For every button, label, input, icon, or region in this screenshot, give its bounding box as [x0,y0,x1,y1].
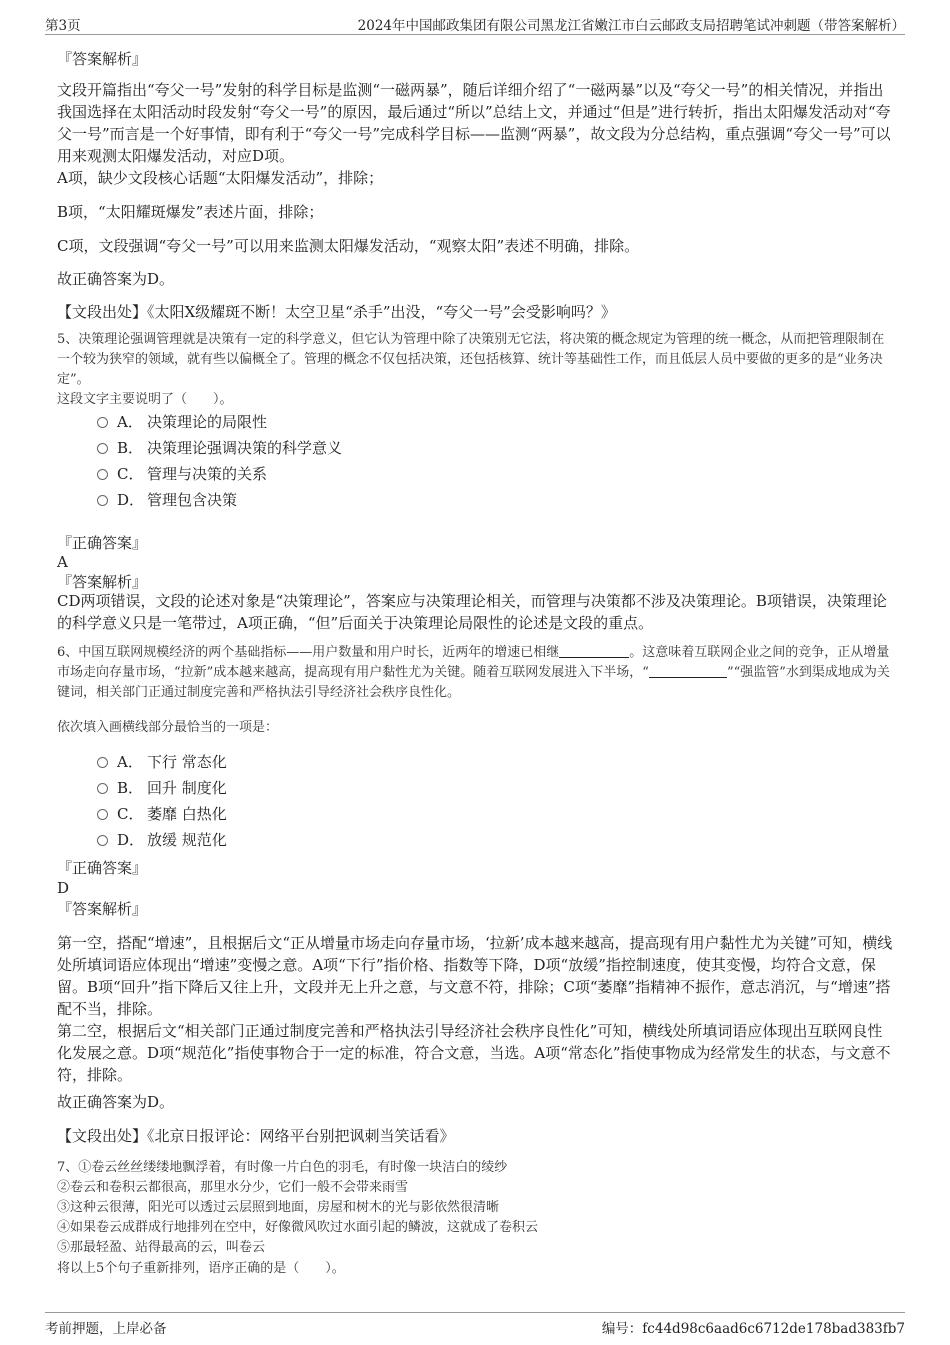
option-key: B． [117,439,144,457]
q4-analysis-option-b: B项，“太阳耀斑爆发”表述片面，排除； [57,203,324,221]
option-key: C． [117,465,144,483]
q5-analysis: CD两项错误，文段的论述对象是“决策理论”，答案应与决策理论相关，而管理与决策都不涉及决策理论。B项错误，决策理论的科学意义只是一笔带过，A项正确，“但”后面关于决策理论局限性的论述是文段的重点。 [57,592,887,632]
footer-slogan: 考前押题，上岸必备 [45,1321,167,1337]
q6-analysis-first: 第一空，搭配“增速”，且根据后文“正从增量市场走向存量市场，‘拉新’成本越来越高，提高现有用户黏性尤为关键”可知，横线处所填词语应体现出“增速”变慢之意。A项“下行”指价格、指数等下降，D项“放缓”指控制速度，使其变慢，均符合文意，保留。B项“回升”指下降后又往上升，文段并无上升之意，与文意不符，排除；C项“萎靡”指精神不振作，意志消沉，与“增速”搭配不当，排除。 [57,934,893,1018]
q6-option-b[interactable] [97,777,227,799]
q5-question: 这段文字主要说明了（ ）。 [57,392,233,407]
q7-question: 将以上5个句子重新排列，语序正确的是（ ）。 [57,1261,345,1276]
option-text: 管理与决策的关系 [147,465,268,483]
q4-analysis-label: 『答案解析』 [57,50,148,68]
option-key: D． [117,831,145,849]
page-number: 第3页 [45,18,81,34]
q6-stem-part2: 。这意味着互联网企业之间的竞争，正从增量市场走向存量市场，“拉新”成本越来越高，提高现有用户黏性尤为关键。随着互联网发展进入下半场，“ [57,645,890,680]
page-header [45,12,905,35]
blank-2 [649,663,727,678]
option-text: 回升 制度化 [147,779,227,797]
q5-answer: A [57,553,68,571]
q4-analysis-paragraph: 文段开篇指出“夸父一号”发射的科学目标是监测“一磁两暴”，随后详细介绍了“一磁两暴”以及“夸父一号”的相关情况，并指出我国选择在太阳活动时段发射“夸父一号”的原因，最后通过“所以”总结上文，并通过“但是”进行转折，指出太阳爆发活动对“夸父一号”而言是一个好事情，即有利于“夸父一号”完成科学目标——监测“两暴”，故文段为分总结构，重点强调“夸父一号”可以用来观测太阳爆发活动，对应D项。 [57,81,891,165]
q5-option-c[interactable] [97,463,267,485]
option-key: A． [117,753,143,771]
radio-icon[interactable] [97,757,108,768]
q6-stem-part3: ”“强监管”水到渠成地成为关键词，相关部门正通过制度完善和严格执法引导经济社会秩序良性化。 [57,665,890,700]
option-key: B． [117,779,144,797]
option-text: 萎靡 白热化 [147,805,227,823]
q5-analysis-label: 『答案解析』 [57,573,148,591]
q6-option-a[interactable] [97,751,227,773]
option-text: 管理包含决策 [147,491,238,509]
q5-answer-label: 『正确答案』 [57,534,148,552]
q6-analysis-label: 『答案解析』 [57,900,148,918]
radio-icon[interactable] [97,417,108,428]
q4-analysis-option-a: A项，缺少文段核心话题“太阳爆发活动”，排除； [57,169,384,187]
q5-option-a[interactable] [97,411,267,433]
option-text: 决策理论强调决策的科学意义 [147,439,343,457]
q6-question: 依次填入画横线部分最恰当的一项是： [57,720,279,735]
document-id: 编号：fc44d98c6aad6c6712de178bad383fb7 [601,1321,905,1337]
q4-analysis-option-c: C项，文段强调“夸父一号”可以用来监测太阳爆发活动，“观察太阳”表述不明确，排除。 [57,237,640,255]
blank-1 [559,643,629,658]
q6-conclusion: 故正确答案为D。 [57,1093,175,1111]
q7-sentence-2: ②卷云和卷积云都很高，那里水分少，它们一般不会带来雨雪 [57,1180,409,1195]
q6-answer: D [57,879,70,897]
q6-option-c[interactable] [97,803,227,825]
option-text: 决策理论的局限性 [147,413,268,431]
q6-stem-part1: 6、中国互联网规模经济的两个基础指标——用户数量和用户时长，近两年的增速已相继 [57,645,560,660]
q5-stem: 5、决策理论强调管理就是决策有一定的科学意义，但它认为管理中除了决策别无它法，将决策的概念规定为管理的统一概念，从而把管理限制在一个较为狭窄的领域，就有些以偏概全了。管理的概念不仅包括决策，还包括核算、统计等基础性工作，而且低层人员中要做的更多的是“业务决定”。 [57,332,885,387]
q7-sentence-5: ⑤那最轻盈、站得最高的云，叫卷云 [57,1240,266,1255]
q5-option-b[interactable] [97,437,342,459]
radio-icon[interactable] [97,835,108,846]
option-key: A． [117,413,143,431]
radio-icon[interactable] [97,495,108,506]
option-key: D． [117,491,145,509]
option-text: 放缓 规范化 [147,831,227,849]
q7-sentence-1: 7、①卷云丝丝缕缕地飘浮着，有时像一片白色的羽毛，有时像一块洁白的绫纱 [57,1160,508,1175]
page-footer [45,1312,905,1343]
option-key: C． [117,805,144,823]
q4-conclusion: 故正确答案为D。 [57,270,175,288]
document-title: 2024年中国邮政集团有限公司黑龙江省嫩江市白云邮政支局招聘笔试冲刺题（带答案解析） [357,18,905,34]
q4-source: 【文段出处】《太阳X级耀斑不断！太空卫星“杀手”出没，“夸父一号”会受影响吗？》 [57,303,616,321]
q6-analysis-second: 第二空，根据后文“相关部门正通过制度完善和严格执法引导经济社会秩序良性化”可知，横线处所填词语应体现出互联网良性化发展之意。D项“规范化”指使事物合于一定的标准，符合文意，当选。A项“常态化”指使事物成为经常发生的状态，与文意不符，排除。 [57,1022,891,1084]
radio-icon[interactable] [97,809,108,820]
q6-option-d[interactable] [97,829,227,851]
q6-stem [57,643,895,703]
radio-icon[interactable] [97,469,108,480]
q5-option-d[interactable] [97,489,237,511]
radio-icon[interactable] [97,783,108,794]
q6-answer-label: 『正确答案』 [57,859,148,877]
q7-sentence-4: ④如果卷云成群成行地排列在空中，好像微风吹过水面引起的鳞波，这就成了卷积云 [57,1220,539,1235]
option-text: 下行 常态化 [147,753,227,771]
radio-icon[interactable] [97,443,108,454]
q7-sentence-3: ③这种云很薄，阳光可以透过云层照到地面，房屋和树木的光与影依然很清晰 [57,1200,500,1215]
q6-source: 【文段出处】《北京日报评论：网络平台别把讽刺当笑话看》 [57,1127,455,1145]
